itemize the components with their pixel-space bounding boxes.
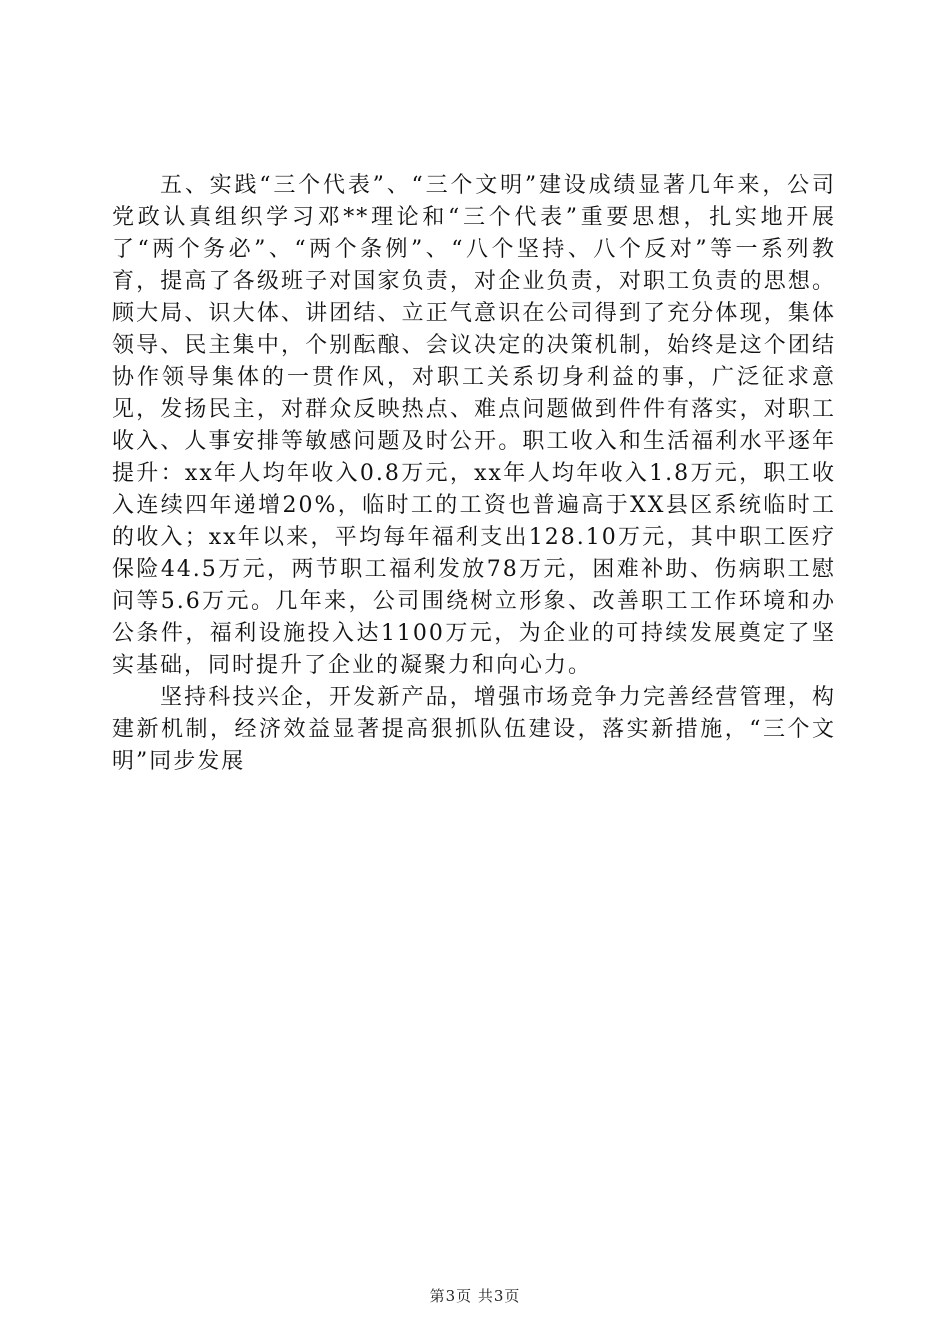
page-footer <box>0 1285 950 1306</box>
page-number-label: 第3页 共3页 <box>429 1287 521 1305</box>
document-body <box>112 170 836 778</box>
paragraph-1: 五、实践“三个代表”、“三个文明”建设成绩显著几年来，公司党政认真组织学习邓**理论和“三个代表”重要思想，扎实地开展了“两个务必”、“两个条例”、“八个坚持、八个反对”等一系列教育，提高了各级班子对国家负责，对企业负责，对职工负责的思想。顾大局、识大体、讲团结、立正气意识在公司得到了充分体现，集体领导、民主集中，个别酝酿、会议决定的决策机制，始终是这个团结协作领导集体的一贯作风，对职工关系切身利益的事，广泛征求意见，发扬民主，对群众反映热点、难点问题做到件件有落实，对职工收入、人事安排等敏感问题及时公开。职工收入和生活福利水平逐年提升：xx年人均年收入0.8万元，xx年人均年收入1.8万元，职工收入连续四年递增20%，临时工的工资也普遍高于XX县区系统临时工的收入；xx年以来，平均每年福利支出128.10万元，其中职工医疗保险44.5万元，两节职工福利发放78万元，困难补助、伤病职工慰问等5.6万元。几年来，公司围绕树立形象、改善职工工作环境和办公条件，福利设施投入达1100万元，为企业的可持续发展奠定了坚实基础，同时提升了企业的凝聚力和向心力。 <box>112 173 836 678</box>
paragraph-2: 坚持科技兴企，开发新产品，增强市场竞争力完善经营管理，构建新机制，经济效益显著提高狠抓队伍建设，落实新措施，“三个文明”同步发展 <box>112 685 836 774</box>
